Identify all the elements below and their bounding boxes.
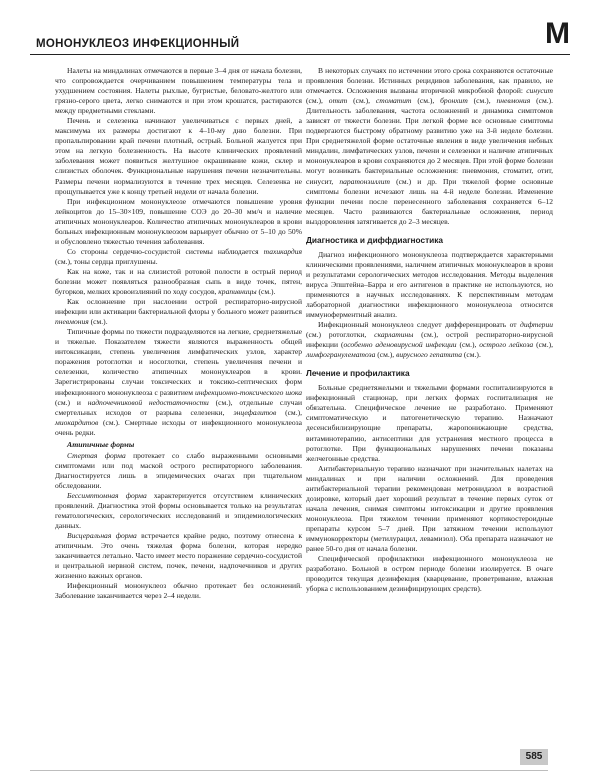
subheading-atypical-forms: Атипичные формы xyxy=(67,439,135,449)
left-column xyxy=(55,66,302,601)
paragraph: Инфекционный мононуклеоз обычно протекает без осложнений. Заболевание заканчивается через 2–4 недели. xyxy=(55,581,302,601)
running-title: МОНОНУКЛЕОЗ ИНФЕКЦИОННЫЙ xyxy=(36,38,240,50)
text: Как осложнение при наслоении острой респираторно-вирусной инфекции или активации бактериальной флоры у больного может развиться xyxy=(55,297,302,317)
term: острого лейкоза xyxy=(479,340,534,350)
text: (см.) и xyxy=(55,397,88,407)
term: синусит xyxy=(526,86,553,96)
paragraph xyxy=(306,320,553,360)
term: энцефалитов xyxy=(233,407,277,417)
paragraph: Диагноз инфекционного мононуклеоза подтверждается характерными клиническими проявлениями, наличием атипичных мононуклеаров в крови и результатами серологических методов исследования. Методы выделения вируса Эпштейна–Барра и его антигенов в практике не используются, но применяются в научных исследованиях. К перспективным методам лабораторной диагностики инфекционного мононуклеоза относится иммуноферментный анализ. xyxy=(306,249,553,320)
term: пневмония xyxy=(496,96,531,106)
text: (см.), xyxy=(375,350,397,360)
term: лимфогранулематоза xyxy=(306,350,376,360)
term: надпочечниковой недостаточности xyxy=(87,397,209,407)
heading-treatment: Лечение и профилактика xyxy=(306,368,410,379)
page-number: 585 xyxy=(525,751,543,762)
text: (см.), острой респираторно-вирусной инфекции ( xyxy=(306,330,554,350)
text: (см.). xyxy=(256,287,276,297)
text: протекает со слабо выраженными основными симптомами или под маской острого респираторного заболевания. Диагностируется лишь в эпидемических очагах при тщательном обследовании. xyxy=(55,450,302,490)
paragraph xyxy=(55,451,302,491)
term: крапивницы xyxy=(218,287,257,297)
term: миокардитов xyxy=(55,417,99,427)
text: (см.), xyxy=(347,96,376,106)
text: (см.) ротоглотки, xyxy=(306,330,375,340)
text: (см.), отдельные случаи смертельных исходов от разрыва селезенки, xyxy=(55,397,302,417)
paragraph: При инфекционном мононуклеозе отмечаются повышение уровня лейкоцитов до 15–30×109, повышение СОЭ до 20–30 мм/ч и наличие атипичных мононуклеаров. Количество атипичных мононуклеаров в крови больных инфекционным мононуклеозом варьирует обычно от 5–10 до 50% и обусловлено тяжестью течения заболевания. xyxy=(55,196,302,246)
text: (см.), xyxy=(411,96,441,106)
text: (см.), xyxy=(306,96,329,106)
text: В некоторых случаях по истечении этого срока сохраняются остаточные проявления болезни. Истинных рецидивов заболевания, как правило, не отмечается. Осложнения вызваны вторичной микробной флорой: xyxy=(306,66,553,96)
paragraph xyxy=(306,66,553,227)
paragraph xyxy=(55,491,302,531)
paragraph xyxy=(55,267,302,297)
paragraph: Налеты на миндалинах отмечаются в первые 3–4 дня от начала болезни, что сопровождается очерчиванием повышением температуры тела и ухудшением состояния. Налеты рыхлые, бугристые, беловато-желтого или грязно-серого цвета, легко снимаются и при этом крошатся, растираются между предметными стеклами. xyxy=(55,66,302,116)
text: встречается крайне редко, поэтому отнесена к атипичным. Это очень тяжелая форма болезни, которая нередко заканчивается летально. Часто имеет место поражение сердечно-сосудистой и центральной нервной систем, почек, печени, надпочечников и других жизненно важных органов. xyxy=(55,531,302,581)
term: скарлатины xyxy=(374,330,414,340)
heading-diagnostics: Диагностика и диффдиагностика xyxy=(306,234,444,245)
text: Как на коже, так и на слизистой ротовой полости в острый период болезни может появляться разнообразная сыпь в виде точек, пятен, бугорков, мелких кровоизлияний по ходу сосудов, xyxy=(55,266,302,297)
running-header xyxy=(30,16,570,55)
term: отит xyxy=(328,96,348,106)
text: (см.), xyxy=(533,340,553,350)
term: стоматит xyxy=(375,96,412,106)
text: Со стороны сердечно-сосудистой системы наблюдается xyxy=(67,246,264,256)
text: (см.), xyxy=(276,407,302,417)
paragraph: Специфической профилактики инфекционного мононуклеоза не разработано. Больной в остром периоде болезни изолируется. В очаге проводится текущая дезинфекция (кварцевание, проветривание, влажная уборка с использованием дезинфицирующих средств). xyxy=(306,554,553,594)
paragraph: Антибактериальную терапию назначают при значительных налетах на миндалинах и при наличии осложнений. Для проведения антибактериальной терапии рекомендован метронидазол в возрастной дозировке, который дает хороший результат в течение первых суток от начала лечения, снимая симптомы интоксикации и другие проявления мононуклеоза. При тяжелом течении применяют кортикостероидные препараты курсом 5–7 дней. При затяжном течении используют иммунокорректоры (метилурацил, левамизол). Оба препарата назначают не ранее 50-го дня от начала болезни. xyxy=(306,463,553,554)
term: паратонзиллит xyxy=(339,176,390,186)
term: Висцеральная форма xyxy=(67,531,137,541)
text: Инфекционный мононуклеоз следует дифференцировать от xyxy=(318,320,521,330)
term: пневмония xyxy=(55,317,89,327)
text: (см.), xyxy=(467,96,497,106)
text: характеризуется отсутствием клинических проявлений. Диагностика этой формы основывается только на результатах гематологических, серологических исследований и эпидемиологических данных. xyxy=(55,490,302,531)
paragraph xyxy=(55,297,302,327)
text: (см.), xyxy=(456,340,480,350)
paragraph xyxy=(55,247,302,267)
term: дифтерии xyxy=(520,320,553,330)
text: (см.). Длительность заболевания, частота осложнений и динамика симптомов зависят от тяжести болезни. При легкой форме все основные симптомы подвергаются быстрому обратному развитию уже на 3-й неделе болезни. При среднетяжелой форме остаточные явления в виде увеличения небных миндалин, лимфатических узлов, печени и селезенки и наличие атипичных мононуклеаров в крови сохраняются до 2 месяцев. При этой форме болезни могут возникать бактериальные осложнения: пневмония, стоматит, отит, синусит, xyxy=(306,96,554,186)
footer-rule xyxy=(30,770,548,771)
text: (см.). Смертные исходы от инфекционного мононуклеоза очень редки. xyxy=(55,417,302,437)
text: Типичные формы по тяжести подразделяются на легкие, среднетяжелые и тяжелые. Показателем тяжести являются выраженность общей интоксикации, степень увеличения лимфатических узлов, характер поражения ротоглотки и носоглотки, степень увеличения печени и селезенки, количество атипичных мононуклеаров в крови. Зарегистрированы случаи токсических и токсико-септических форм инфекционного мононуклеоза с развитием xyxy=(55,327,302,397)
paragraph xyxy=(55,327,302,438)
page-number-box xyxy=(520,749,548,765)
paragraph xyxy=(55,531,302,581)
paragraph: Печень и селезенка начинают увеличиваться с первых дней, а максимума их размеры достигают к 4–10-му дню болезни. При пропальпировании край печени плотный, острый. Больной жалуется при этом на легкую болезненность. На высоте клинических проявлений заболевания может появиться желтушное окрашивание кожи, склер и слизистых оболочек. Функциональные нарушения печени незначительны. Размеры печени нормализуются в течение трех месяцев. Селезенка не прощупывается уже к концу третьей недели от начала болезни. xyxy=(55,116,302,196)
term: вирусного гепатита xyxy=(396,350,463,360)
term: особенно аденовирусной инфекции xyxy=(343,340,457,350)
term: бронхит xyxy=(440,96,468,106)
section-letter: М xyxy=(545,17,570,50)
right-column xyxy=(306,66,553,594)
term: Бессимптомная форма xyxy=(67,490,147,500)
term: инфекционно-токсического шока xyxy=(195,387,302,397)
text: (см.) и др. При тяжелой форме основные симптомы болезни исчезают лишь на 4-й неделе болезни. Изменение функции печени после перенесенного заболевания сохраняется 6–12 месяцев. Часто развиваются бактериальные осложнения, период выздоровления затягивается до 2–3 месяцев. xyxy=(306,176,553,226)
text: (см.). xyxy=(462,350,481,360)
text: (см.). xyxy=(88,317,108,327)
term: тахикардия xyxy=(263,246,302,256)
term: Стертая форма xyxy=(67,450,126,460)
text: (см.), тоны сердца приглушены. xyxy=(55,256,158,266)
paragraph: Больные среднетяжелыми и тяжелыми формами госпитализируются в инфекционный стационар, при легких формах госпитализация не обязательна. Специфическое лечение не разработано. Применяют симптоматическую и патогенетическую терапию. Назначают десенсибилизирующие препараты, жаропонижающие средства, витаминотерапию, антисептики для устранения местного процесса в ротоглотке. При функциональных нарушениях печени показаны желчегонные средства. xyxy=(306,383,553,463)
